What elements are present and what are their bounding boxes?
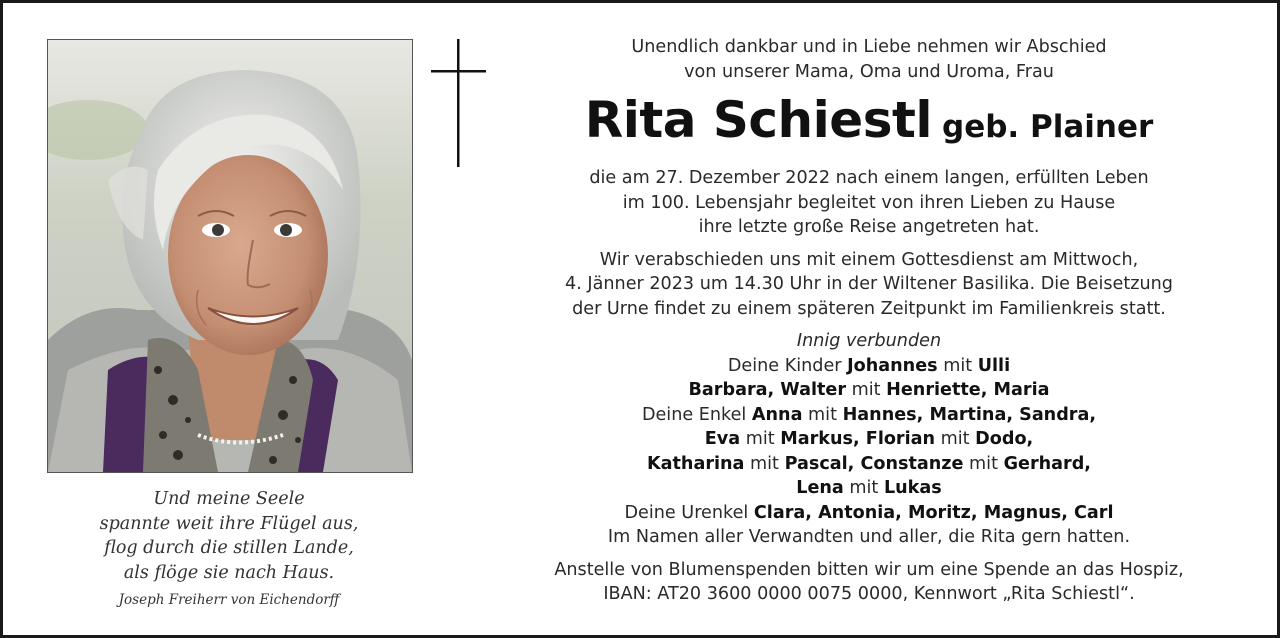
- family-line: Eva mit Markus, Florian mit Dodo,: [704, 429, 1034, 449]
- service-line: der Urne findet zu einem späteren Zeitpunkt im Familienkreis statt.: [572, 298, 1166, 319]
- cross-icon: [431, 39, 487, 167]
- obituary-text: [503, 35, 1235, 607]
- family-line: Deine Urenkel Clara, Antonia, Moritz, Magnus, Carl: [624, 502, 1114, 523]
- death-line: im 100. Lebensjahr begleitet von ihren Lieben zu Hause: [622, 192, 1116, 213]
- poem-line: als flöge sie nach Haus.: [123, 562, 335, 583]
- poem-line: spannte weit ihre Flügel aus,: [99, 513, 359, 534]
- portrait-image: [48, 40, 412, 472]
- service-line: 4. Jänner 2023 um 14.30 Uhr in der Wiltener Basilika. Die Beisetzung: [565, 274, 1173, 294]
- deceased-name: Rita Schiestl: [584, 91, 933, 149]
- family-line: Im Namen aller Verwandten und aller, die Rita gern hatten.: [607, 527, 1131, 547]
- death-line: ihre letzte große Reise angetreten hat.: [698, 217, 1040, 237]
- family-line: Deine Kinder Johannes mit Ulli: [727, 355, 1011, 376]
- poem-line: Und meine Seele: [153, 489, 305, 509]
- donation-line: Anstelle von Blumenspenden bitten wir um eine Spende an das Hospiz,: [554, 559, 1184, 580]
- closing-label: Innig verbunden: [796, 331, 942, 351]
- intro-line: von unserer Mama, Oma und Uroma, Frau: [684, 61, 1054, 82]
- service-line: Wir verabschieden uns mit einem Gottesdienst am Mittwoch,: [599, 249, 1139, 270]
- donation-line: IBAN: AT20 3600 0000 0075 0000, Kennwort „Rita Schiestl“.: [603, 584, 1135, 604]
- poem-quote: [47, 487, 411, 611]
- poem-line: flog durch die stillen Lande,: [104, 538, 354, 558]
- poem-author: Joseph Freiherr von Eichendorff: [118, 592, 340, 608]
- maiden-name: geb. Plainer: [942, 109, 1154, 145]
- intro-line: Unendlich dankbar und in Liebe nehmen wir Abschied: [631, 37, 1107, 57]
- portrait-photo: [47, 39, 413, 473]
- family-line: Barbara, Walter mit Henriette, Maria: [688, 380, 1050, 400]
- family-line: Lena mit Lukas: [796, 478, 942, 498]
- family-line: Katharina mit Pascal, Constanze mit Gerhard,: [647, 453, 1091, 474]
- family-line: Deine Enkel Anna mit Hannes, Martina, Sandra,: [641, 404, 1097, 425]
- death-line: die am 27. Dezember 2022 nach einem langen, erfüllten Leben: [589, 168, 1149, 188]
- deceased-name-row: [503, 90, 1235, 162]
